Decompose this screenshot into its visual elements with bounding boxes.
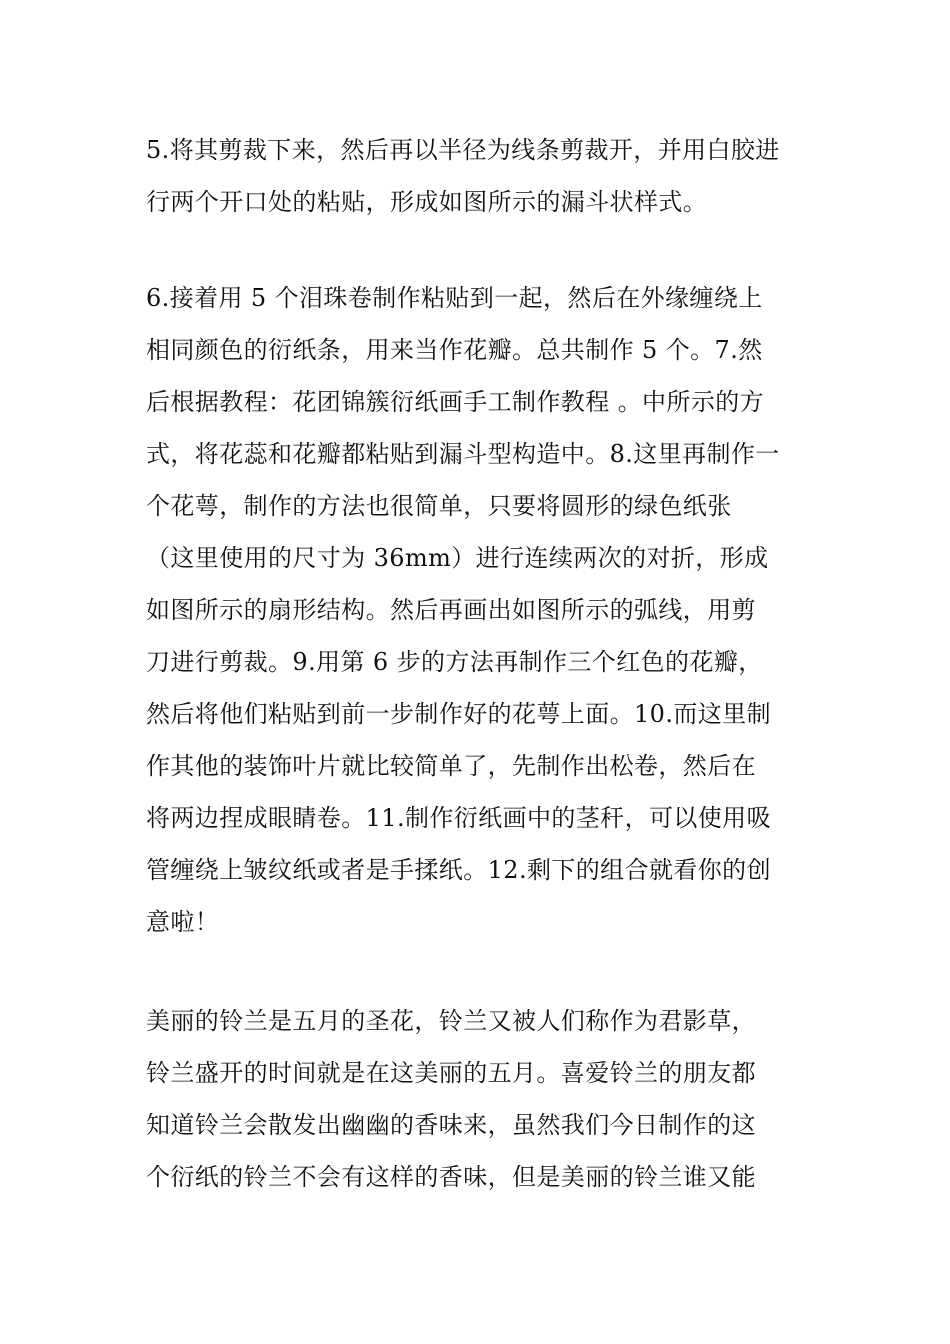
text-line: 式，将花蕊和花瓣都粘贴到漏斗型构造中。8.这里再制作一	[146, 440, 780, 468]
paragraph-lily-of-the-valley-intro	[146, 995, 756, 1203]
text-line: 知道铃兰会散发出幽幽的香味来，虽然我们今日制作的这	[146, 1111, 756, 1139]
paragraph-step-5	[146, 124, 780, 228]
text-line: 美丽的铃兰是五月的圣花，铃兰又被人们称作为君影草，	[146, 1007, 756, 1035]
text-line: 个衍纸的铃兰不会有这样的香味，但是美丽的铃兰谁又能	[146, 1163, 756, 1191]
text-line: 行两个开口处的粘贴，形成如图所示的漏斗状样式。	[146, 188, 708, 216]
text-line: 个花萼，制作的方法也很简单，只要将圆形的绿色纸张	[146, 492, 732, 520]
text-line: 意啦！	[146, 908, 220, 936]
text-line: （这里使用的尺寸为 36mm）进行连续两次的对折，形成	[146, 544, 769, 572]
paragraph-steps-6-12	[146, 272, 780, 948]
text-line: 后根据教程：花团锦簇衍纸画手工制作教程 。中所示的方	[146, 388, 765, 416]
text-line: 将两边捏成眼睛卷。11.制作衍纸画中的茎秆，可以使用吸	[146, 804, 771, 832]
text-line: 管缠绕上皱纹纸或者是手揉纸。12.剩下的组合就看你的创	[146, 856, 771, 884]
text-line: 然后将他们粘贴到前一步制作好的花萼上面。10.而这里制	[146, 700, 771, 728]
text-line: 5.将其剪裁下来，然后再以半径为线条剪裁开，并用白胶进	[146, 136, 780, 164]
text-line: 如图所示的扇形结构。然后再画出如图所示的弧线，用剪	[146, 596, 756, 624]
text-line: 相同颜色的衍纸条，用来当作花瓣。总共制作 5 个。7.然	[146, 336, 763, 364]
text-line: 作其他的装饰叶片就比较简单了，先制作出松卷，然后在	[146, 752, 756, 780]
text-line: 6.接着用 5 个泪珠卷制作粘贴到一起，然后在外缘缠绕上	[146, 284, 763, 312]
text-line: 铃兰盛开的时间就是在这美丽的五月。喜爱铃兰的朋友都	[146, 1059, 756, 1087]
text-line: 刀进行剪裁。9.用第 6 步的方法再制作三个红色的花瓣，	[146, 648, 763, 676]
